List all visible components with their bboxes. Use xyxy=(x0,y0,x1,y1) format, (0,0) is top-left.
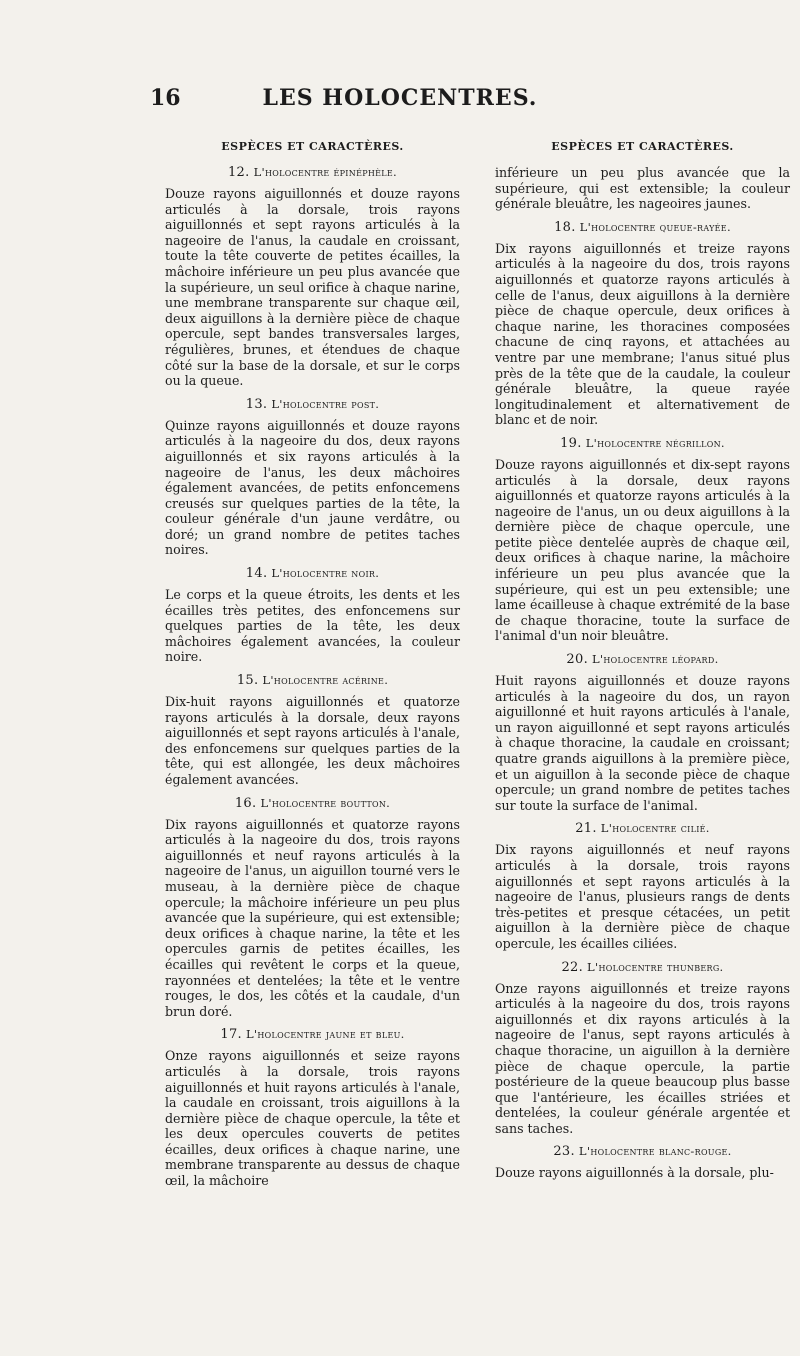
right-column xyxy=(495,140,790,1185)
species-number: 18. xyxy=(554,219,576,235)
species-description: Dix rayons aiguillonnés et quatorze rayons articulés à la nageoire du dos, trois rayons aiguillonnés et neuf rayons articulés à la nageoire de l'anus, un aiguillon tourné vers le museau, à la dernière pièce de chaque opercule; la mâchoire inférieure un peu plus avancée que la supérieure, qui est extensible; deux orifices à chaque narine, la tête et les opercules garnis de petites écailles, les écailles qui revêtent le corps et la queue, rayonnées et dentelées; la tête et le ventre rouges, le dos, les côtés et la caudale, d'un brun doré. xyxy=(165,816,460,1019)
species-description: Onze rayons aiguillonnés et treize rayons articulés à la nageoire du dos, trois rayons aiguillonnés et dix rayons articulés à la nageoire de l'anus, sept rayons articulés à chaque thoracine, un aiguillon à la dernière pièce de chaque opercule, la partie postérieure de la queue beaucoup plus basse que l'antérieure, les écailles striées et dentelées, la couleur générale argentée et sans taches. xyxy=(495,980,790,1136)
continued-text: inférieure un peu plus avancée que la supérieure, qui est extensible; la couleur générale bleuâtre, les nageoires jaunes. xyxy=(495,165,790,212)
species-number: 14. xyxy=(245,566,268,582)
species-description: Dix rayons aiguillonnés et neuf rayons articulés à la dorsale, trois rayons aiguillonnés et sept rayons articulés à la nageoire de l'anus, plusieurs rangs de dents très-petites et presque cétacées, un petit aiguillon à la dernière pièce de chaque opercule, les écailles ciliées. xyxy=(495,842,790,951)
species-description: Huit rayons aiguillonnés et douze rayons articulés à la nageoire du dos, un rayon aiguillonné et huit rayons articulés à l'anale, un rayon aiguillonné et sept rayons articulés à chaque thoracine, la caudale en croissant; quatre grands aiguillons à la première pièce, et un aiguillon à la seconde pièce de chaque opercule; un grand nombre de petites taches sur toute la surface de l'animal. xyxy=(495,673,790,813)
species-title xyxy=(495,220,790,235)
species-number: 17. xyxy=(220,1027,242,1043)
species-title xyxy=(165,165,460,180)
species-number: 23. xyxy=(553,1144,575,1160)
species-number: 12. xyxy=(227,165,250,180)
species-title xyxy=(165,673,460,688)
species-name: L'holocentre thunberg. xyxy=(587,959,724,974)
species-title xyxy=(165,796,460,811)
species-name: L'holocentre jaune et bleu. xyxy=(245,1027,405,1042)
species-number: 21. xyxy=(575,821,597,837)
species-description: Quinze rayons aiguillonnés et douze rayons articulés à la nageoire du dos, deux rayons aiguillonnés et six rayons articulés à la nageoire de l'anus, les deux mâchoires également avancées, de petits enfoncemens creusés sur quelques parties de la tête, la couleur générale d'un jaune verdâtre, ou doré; un grand nombre de petites taches noires. xyxy=(165,417,460,558)
species-description: Douze rayons aiguillonnés à la dorsale, plu- xyxy=(495,1165,774,1181)
species-name: L'holocentre acérine. xyxy=(262,673,389,688)
species-name: L'holocentre léopard. xyxy=(592,652,719,667)
species-title xyxy=(165,1027,460,1042)
species-title xyxy=(495,652,790,667)
right-entries xyxy=(495,220,790,1181)
species-title xyxy=(495,821,790,836)
species-description: Dix-huit rayons aiguillonnés et quatorze rayons articulés à la dorsale, deux rayons aiguillonnés et sept rayons articulés à l'anale, des enfoncemens sur quelques parties de la tête, qui est allongée, les deux mâchoires également avancées. xyxy=(165,694,460,787)
species-number: 16. xyxy=(234,795,257,811)
species-name: L'holocentre boutton. xyxy=(260,795,391,810)
species-number: 22. xyxy=(561,959,584,975)
species-number: 13. xyxy=(245,396,268,412)
species-description: Douze rayons aiguillonnés et douze rayons articulés à la dorsale, trois rayons aiguillonnés et sept rayons articulés à la nageoire de l'anus, la caudale en croissant, toute la tête couverte de petites écailles, la mâchoire inférieure un peu plus avancée que la supérieure, un seul orifice à chaque narine, une membrane transparente sur chaque œil, deux aiguillons à la dernière pièce de chaque opercule, sept bandes transversales larges, régulières, brunes, et étendues de chaque côté sur la base de la dorsale, et sur le corps ou la queue. xyxy=(165,186,460,389)
page-header xyxy=(0,85,800,125)
species-description: Dix rayons aiguillonnés et treize rayons articulés à la nageoire du dos, trois rayons aiguillonnés et quatorze rayons articulés à celle de l'anus, deux aiguillons à la dernière pièce de chaque opercule, deux orifices à chaque narine, les thoracines composées chacune de cinq rayons, et attachées au ventre par une membrane; l'anus situé plus près de la tête que de la caudale, la couleur générale bleuâtre, la queue rayée longitudinalement et alternativement de blanc et de noir. xyxy=(495,240,790,428)
species-description: Onze rayons aiguillonnés et seize rayons articulés à la dorsale, trois rayons aiguillonnés et huit rayons articulés à l'anale, la caudale en croissant, trois aiguillons à la dernière pièce de chaque opercule, la tête et les deux opercules couverts de petites écailles, deux orifices à chaque narine, une membrane transparente au dessus de chaque œil, la mâchoire xyxy=(165,1048,460,1189)
left-column xyxy=(165,140,460,1193)
species-title xyxy=(165,397,460,412)
species-name: L'holocentre post. xyxy=(271,396,380,411)
species-description: Douze rayons aiguillonnés et dix-sept rayons articulés à la dorsale, deux rayons aiguillonnés et quatorze rayons articulés à la nageoire de l'anus, un ou deux aiguillons à la dernière pièce de chaque opercule, une petite pièce dentelée auprès de chaque œil, deux orifices à chaque narine, la mâchoire inférieure un peu plus avancée que la supérieure, qui est un peu extensible; une lame écailleuse à chaque extrémité de la base de chaque thoracine, toute la surface de l'animal d'un noir bleuâtre. xyxy=(495,456,790,644)
species-title xyxy=(495,1144,790,1159)
species-name: L'holocentre négrillon. xyxy=(585,435,725,450)
column-heading: ESPÈCES ET CARACTÈRES. xyxy=(551,140,734,153)
species-name: L'holocentre épinéphèle. xyxy=(253,165,398,179)
species-title xyxy=(495,960,790,975)
species-number: 20. xyxy=(566,652,588,668)
species-number: 15. xyxy=(236,673,259,689)
species-title xyxy=(495,436,790,451)
left-entries xyxy=(165,165,460,1189)
column-heading: ESPÈCES ET CARACTÈRES. xyxy=(221,140,404,153)
species-name: L'holocentre blanc-rouge. xyxy=(578,1144,732,1159)
species-description: Le corps et la queue étroits, les dents et les écailles très petites, des enfoncemens sur quelques parties de la tête, les deux mâchoires également avancées, la couleur noire. xyxy=(165,587,460,665)
species-name: L'holocentre cilié. xyxy=(600,821,710,836)
species-name: L'holocentre noir. xyxy=(271,566,380,581)
species-number: 19. xyxy=(560,435,582,451)
page-number: 16 xyxy=(150,85,181,111)
running-title: LES HOLOCENTRES. xyxy=(262,85,538,111)
species-title xyxy=(165,566,460,581)
species-name: L'holocentre queue-rayée. xyxy=(579,219,731,234)
